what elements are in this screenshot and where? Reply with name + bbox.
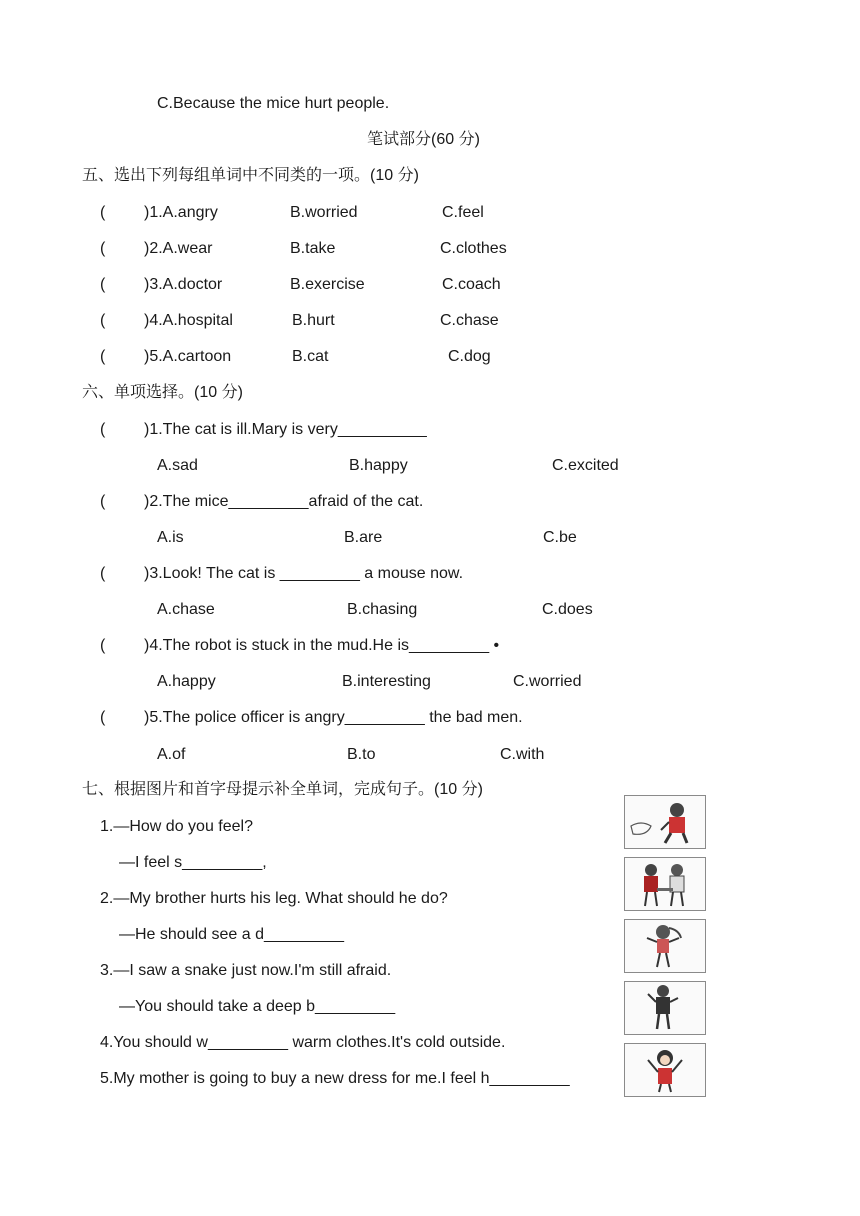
- item-option-c: C.chase: [440, 312, 499, 329]
- item-option-b: B.cat: [292, 348, 329, 365]
- choice-c: C.excited: [552, 457, 619, 474]
- answer-paren[interactable]: (: [100, 312, 106, 329]
- choice-c: C.worried: [513, 673, 582, 690]
- item-option-c: C.clothes: [440, 240, 507, 257]
- answer-paren[interactable]: (: [100, 493, 106, 510]
- item-option-b: B.take: [290, 240, 336, 257]
- item-option-b: B.worried: [290, 204, 358, 221]
- item-option-a: )3.A.doctor: [144, 276, 223, 293]
- choice-a: A.of: [157, 746, 186, 763]
- answer-paren[interactable]: (: [100, 204, 106, 221]
- doctor-visit-picture: [624, 857, 706, 911]
- answer-paren[interactable]: (: [100, 565, 106, 582]
- fill-line-q5[interactable]: 5.My mother is going to buy a new dress for me.I feel h_________: [100, 1070, 570, 1087]
- choice-c: C.does: [542, 601, 593, 618]
- choice-a: A.chase: [157, 601, 215, 618]
- answer-paren[interactable]: (: [100, 348, 106, 365]
- item-option-c: C.dog: [448, 348, 491, 365]
- fill-line-a2[interactable]: —He should see a d_________: [119, 926, 345, 943]
- item-option-b: B.exercise: [290, 276, 365, 293]
- question-text: )2.The mice_________afraid of the cat.: [144, 493, 424, 510]
- item-option-c: C.feel: [442, 204, 484, 221]
- choice-b: B.to: [347, 746, 376, 763]
- question-text: )3.Look! The cat is _________ a mouse now.: [144, 565, 464, 582]
- choice-b: B.chasing: [347, 601, 418, 618]
- item-option-a: )2.A.wear: [144, 240, 213, 257]
- fill-line-a1[interactable]: —I feel s_________,: [119, 854, 267, 871]
- item-option-a: )4.A.hospital: [144, 312, 233, 329]
- fill-line-a3[interactable]: —You should take a deep b_________: [119, 998, 396, 1015]
- choice-a: A.sad: [157, 457, 198, 474]
- item-option-a: )1.A.angry: [144, 204, 218, 221]
- choice-b: B.interesting: [342, 673, 431, 690]
- section5-heading: 五、选出下列每组单词中不同类的一项。(10 分): [82, 167, 419, 184]
- answer-paren[interactable]: (: [100, 276, 106, 293]
- choice-b: B.happy: [349, 457, 408, 474]
- item-option-a: )5.A.cartoon: [144, 348, 232, 365]
- fill-line-q3: 3.—I saw a snake just now.I'm still afraid.: [100, 962, 392, 979]
- section6-heading: 六、单项选择。(10 分): [82, 384, 243, 401]
- man-breathing-picture: [624, 981, 706, 1035]
- question-text: )1.The cat is ill.Mary is very__________: [144, 421, 427, 438]
- scared-girl-picture: [624, 919, 706, 973]
- answer-paren[interactable]: (: [100, 421, 106, 438]
- fill-line-q2: 2.—My brother hurts his leg. What should he do?: [100, 890, 448, 907]
- choice-a: A.happy: [157, 673, 216, 690]
- section7-heading: 七、根据图片和首字母提示补全单词，完成句子。(10 分): [82, 781, 483, 798]
- answer-paren[interactable]: (: [100, 709, 106, 726]
- fill-line-q4[interactable]: 4.You should w_________ warm clothes.It's cold outside.: [100, 1034, 506, 1051]
- fill-line-q1: 1.—How do you feel?: [100, 818, 253, 835]
- previous-option-c: C.Because the mice hurt people.: [157, 95, 390, 112]
- item-option-b: B.hurt: [292, 312, 335, 329]
- question-text: )4.The robot is stuck in the mud.He is_________ •: [144, 637, 500, 654]
- choice-c: C.be: [543, 529, 577, 546]
- answer-paren[interactable]: (: [100, 637, 106, 654]
- question-text: )5.The police officer is angry_________ the bad men.: [144, 709, 523, 726]
- choice-b: B.are: [344, 529, 383, 546]
- answer-paren[interactable]: (: [100, 240, 106, 257]
- sad-child-picture: [624, 795, 706, 849]
- happy-girl-picture: [624, 1043, 706, 1097]
- item-option-c: C.coach: [442, 276, 501, 293]
- choice-c: C.with: [500, 746, 545, 763]
- written-part-title: 笔试部分(60 分): [367, 131, 480, 148]
- choice-a: A.is: [157, 529, 184, 546]
